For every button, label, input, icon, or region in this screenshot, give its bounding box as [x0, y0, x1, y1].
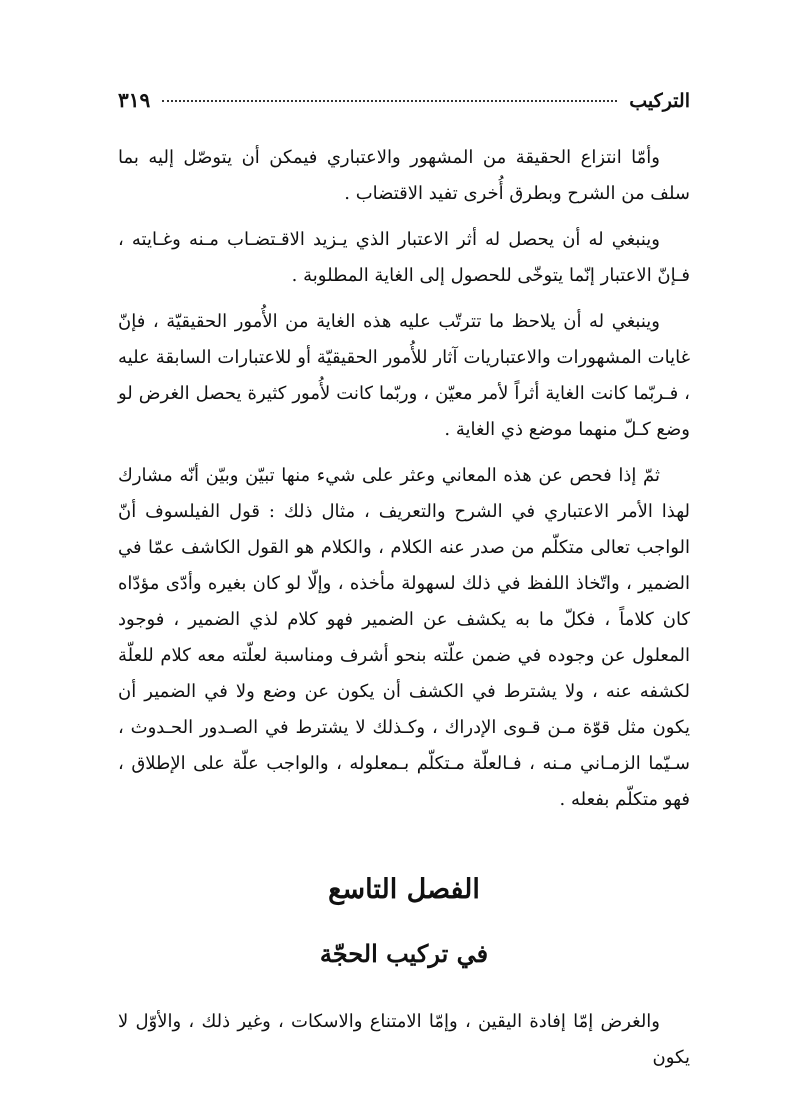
running-header-title: التركيب: [629, 90, 690, 112]
chapter-subtitle: في تركيب الحجّة: [319, 939, 489, 968]
paragraph-4: ثمّ إذا فحص عن هذه المعاني وعثر على شيء منها تبيّن وبيّن أنّه مشارك لهذا الأمر الاعتباري في الشرح والتعريف ، مثال ذلك : قول الفيلسوف أنّ الواجب تعالى متكلّم من صدر عنه الكلام ، والكلام هو القول الكاشف عمّا في الضمير ، واتّخاذ اللفظ في ذلك لسهولة مأخذه ، وإلّا لو كان بغيره وأدّى مؤدّاه كان كلاماً ، فكلّ ما به يكشف عن الضمير فهو كلام لذي الضمير ، فوجود المعلول عن وجوده في ضمن علّته بنحو أشرف ومناسبة لعلّته معه كلام للعلّة لكشفه عنه ، ولا يشترط في الكشف أن يكون عن وضع ولا في الضمير أن يكون مثل قوّة مـن قـوى الإدراك ، وكـذلك لا يشترط في الصـدور الحـدوث ، سـيّما الزمـاني مـنه ، فـالعلّة مـتكلّم بـمعلوله ، والواجب علّة على الإطلاق ، فهو متكلّم بفعله .: [118, 465, 690, 810]
paragraph-2: وينبغي له أن يحصل له أثر الاعتبار الذي يـزيد الاقـتضـاب مـنه وغـايته ، فـإنّ الاعتبار إنّما يتوخّى للحصول إلى الغاية المطلوبة .: [118, 229, 690, 286]
chapter-title: الفصل التاسع: [328, 874, 480, 905]
paragraph-1: وأمّا انتزاع الحقيقة من المشهور والاعتباري فيمكن أن يتوصّل إليه بما سلف من الشرح وبطرق أُخرى تفيد الاقتضاب .: [118, 147, 690, 204]
running-header: [118, 88, 690, 122]
dotted-leader: [162, 100, 617, 102]
book-page: [118, 88, 690, 1076]
page-number: ٣١٩: [118, 88, 151, 112]
paragraph-5: والغرض إمّا إفادة اليقين ، وإمّا الامتناع والاسكات ، وغير ذلك ، والأوّل لا يكون: [118, 1011, 690, 1068]
paragraph-3: وينبغي له أن يلاحظ ما تترتّب عليه هذه الغاية من الأُمور الحقيقيّة ، فإنّ غايات المشهورات والاعتباريات آثار للأُمور الحقيقيّة أو للاعتبارات السابقة عليه ، فـربّما كانت الغاية أثراً لأمر معيّن ، وربّما كانت لأُمور كثيرة يحصل الغرض لو وضع كـلّ منهما موضع ذي الغاية .: [118, 311, 690, 440]
